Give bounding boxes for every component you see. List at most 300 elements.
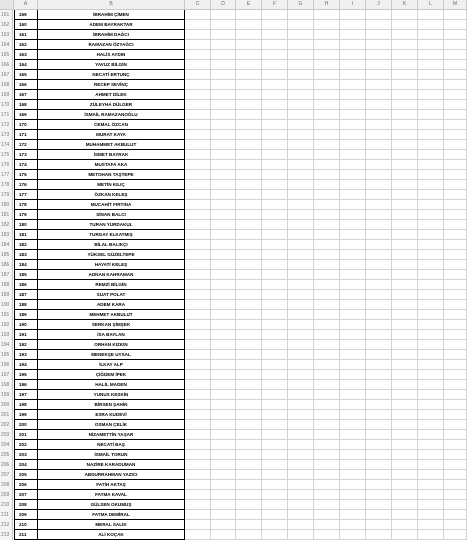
row-number[interactable]: 193 — [0, 330, 13, 340]
cell-full-name[interactable]: AHMET DİLEK — [38, 90, 185, 100]
column-header-i[interactable]: I — [340, 0, 366, 9]
empty-cell[interactable] — [418, 450, 444, 460]
empty-cell[interactable] — [185, 130, 211, 140]
empty-cell[interactable] — [340, 500, 366, 510]
empty-cell[interactable] — [288, 110, 314, 120]
empty-cell[interactable] — [288, 10, 314, 20]
empty-cell[interactable] — [444, 410, 467, 420]
empty-cell[interactable] — [185, 420, 211, 430]
empty-cell[interactable] — [288, 530, 314, 540]
empty-cell[interactable] — [392, 350, 418, 360]
empty-cell[interactable] — [314, 290, 340, 300]
empty-cell[interactable] — [366, 260, 392, 270]
empty-cell[interactable] — [340, 480, 366, 490]
empty-cell[interactable] — [392, 30, 418, 40]
empty-cell[interactable] — [340, 80, 366, 90]
empty-cell[interactable] — [314, 480, 340, 490]
cell-sequence-number[interactable]: 177 — [14, 190, 38, 200]
empty-cell[interactable] — [340, 340, 366, 350]
empty-cell[interactable] — [418, 70, 444, 80]
empty-cell[interactable] — [185, 300, 211, 310]
cell-full-name[interactable]: TURAN YURDAKUL — [38, 220, 185, 230]
empty-cell[interactable] — [444, 20, 467, 30]
empty-cell[interactable] — [185, 320, 211, 330]
row-number[interactable]: 192 — [0, 320, 13, 330]
empty-cell[interactable] — [262, 110, 288, 120]
empty-cell[interactable] — [211, 150, 236, 160]
empty-cell[interactable] — [366, 50, 392, 60]
empty-cell[interactable] — [340, 90, 366, 100]
empty-cell[interactable] — [211, 480, 236, 490]
cell-full-name[interactable]: İLKAY ALP — [38, 360, 185, 370]
empty-cell[interactable] — [418, 170, 444, 180]
empty-cell[interactable] — [211, 80, 236, 90]
empty-cell[interactable] — [340, 250, 366, 260]
cell-full-name[interactable]: ADEM BAYRAKTAR — [38, 20, 185, 30]
empty-cell[interactable] — [185, 70, 211, 80]
empty-cell[interactable] — [314, 350, 340, 360]
empty-cell[interactable] — [185, 520, 211, 530]
cell-sequence-number[interactable]: 170 — [14, 120, 38, 130]
empty-cell[interactable] — [444, 200, 467, 210]
empty-cell[interactable] — [444, 160, 467, 170]
cell-sequence-number[interactable]: 203 — [14, 450, 38, 460]
cell-full-name[interactable]: İSMET BAYRAK — [38, 150, 185, 160]
empty-cell[interactable] — [314, 300, 340, 310]
empty-cell[interactable] — [262, 190, 288, 200]
empty-cell[interactable] — [392, 440, 418, 450]
empty-cell[interactable] — [288, 120, 314, 130]
empty-cell[interactable] — [444, 510, 467, 520]
empty-cell[interactable] — [392, 370, 418, 380]
cell-full-name[interactable]: MERAL SALIK — [38, 520, 185, 530]
empty-cell[interactable] — [236, 410, 262, 420]
cell-sequence-number[interactable]: 178 — [14, 200, 38, 210]
empty-cell[interactable] — [418, 90, 444, 100]
empty-cell[interactable] — [236, 520, 262, 530]
cell-sequence-number[interactable]: 211 — [14, 530, 38, 540]
empty-cell[interactable] — [211, 520, 236, 530]
cell-full-name[interactable]: METOHAN TAŞTEPE — [38, 170, 185, 180]
empty-cell[interactable] — [262, 60, 288, 70]
empty-cell[interactable] — [314, 190, 340, 200]
cell-sequence-number[interactable]: 202 — [14, 440, 38, 450]
empty-cell[interactable] — [340, 470, 366, 480]
cell-sequence-number[interactable]: 168 — [14, 100, 38, 110]
empty-cell[interactable] — [185, 440, 211, 450]
empty-cell[interactable] — [314, 160, 340, 170]
empty-cell[interactable] — [366, 230, 392, 240]
empty-cell[interactable] — [185, 290, 211, 300]
empty-cell[interactable] — [392, 260, 418, 270]
row-number[interactable]: 208 — [0, 480, 13, 490]
empty-cell[interactable] — [262, 380, 288, 390]
column-header-a[interactable]: A — [14, 0, 38, 9]
empty-cell[interactable] — [185, 10, 211, 20]
row-number[interactable]: 210 — [0, 500, 13, 510]
empty-cell[interactable] — [418, 200, 444, 210]
empty-cell[interactable] — [185, 450, 211, 460]
empty-cell[interactable] — [288, 180, 314, 190]
empty-cell[interactable] — [288, 190, 314, 200]
empty-cell[interactable] — [236, 320, 262, 330]
empty-cell[interactable] — [340, 180, 366, 190]
empty-cell[interactable] — [211, 10, 236, 20]
row-number[interactable]: 168 — [0, 80, 13, 90]
empty-cell[interactable] — [185, 430, 211, 440]
empty-cell[interactable] — [340, 200, 366, 210]
empty-cell[interactable] — [262, 220, 288, 230]
cell-sequence-number[interactable]: 182 — [14, 240, 38, 250]
empty-cell[interactable] — [340, 20, 366, 30]
cell-sequence-number[interactable]: 179 — [14, 210, 38, 220]
row-number[interactable]: 165 — [0, 50, 13, 60]
empty-cell[interactable] — [211, 260, 236, 270]
empty-cell[interactable] — [444, 130, 467, 140]
empty-cell[interactable] — [340, 150, 366, 160]
empty-cell[interactable] — [444, 480, 467, 490]
cell-sequence-number[interactable]: 194 — [14, 360, 38, 370]
empty-cell[interactable] — [418, 230, 444, 240]
empty-cell[interactable] — [314, 520, 340, 530]
empty-cell[interactable] — [392, 330, 418, 340]
column-header-h[interactable]: H — [314, 0, 340, 9]
empty-cell[interactable] — [340, 120, 366, 130]
empty-cell[interactable] — [185, 220, 211, 230]
empty-cell[interactable] — [236, 460, 262, 470]
empty-cell[interactable] — [418, 530, 444, 540]
empty-cell[interactable] — [418, 510, 444, 520]
empty-cell[interactable] — [444, 430, 467, 440]
empty-cell[interactable] — [418, 220, 444, 230]
empty-cell[interactable] — [366, 40, 392, 50]
empty-cell[interactable] — [262, 330, 288, 340]
cell-full-name[interactable]: HAYATİ KELEŞ — [38, 260, 185, 270]
empty-cell[interactable] — [314, 370, 340, 380]
row-number[interactable]: 190 — [0, 300, 13, 310]
empty-cell[interactable] — [211, 140, 236, 150]
empty-cell[interactable] — [236, 260, 262, 270]
empty-cell[interactable] — [262, 460, 288, 470]
empty-cell[interactable] — [392, 50, 418, 60]
empty-cell[interactable] — [340, 530, 366, 540]
empty-cell[interactable] — [211, 160, 236, 170]
empty-cell[interactable] — [392, 40, 418, 50]
cell-full-name[interactable]: ZÜLEYHA DÜLGER — [38, 100, 185, 110]
empty-cell[interactable] — [314, 400, 340, 410]
empty-cell[interactable] — [314, 460, 340, 470]
row-number[interactable]: 181 — [0, 210, 13, 220]
empty-cell[interactable] — [392, 430, 418, 440]
empty-cell[interactable] — [262, 430, 288, 440]
empty-cell[interactable] — [288, 450, 314, 460]
row-number[interactable]: 162 — [0, 20, 13, 30]
empty-cell[interactable] — [236, 440, 262, 450]
empty-cell[interactable] — [185, 310, 211, 320]
empty-cell[interactable] — [418, 30, 444, 40]
row-number[interactable]: 183 — [0, 230, 13, 240]
empty-cell[interactable] — [366, 510, 392, 520]
empty-cell[interactable] — [366, 410, 392, 420]
empty-cell[interactable] — [211, 400, 236, 410]
empty-cell[interactable] — [211, 190, 236, 200]
cell-full-name[interactable]: FATMA KAVAL — [38, 490, 185, 500]
cell-full-name[interactable]: MURAT KAYA — [38, 130, 185, 140]
empty-cell[interactable] — [366, 480, 392, 490]
empty-cell[interactable] — [236, 370, 262, 380]
empty-cell[interactable] — [314, 470, 340, 480]
row-number[interactable]: 194 — [0, 340, 13, 350]
empty-cell[interactable] — [211, 270, 236, 280]
empty-cell[interactable] — [392, 520, 418, 530]
empty-cell[interactable] — [366, 270, 392, 280]
empty-cell[interactable] — [366, 290, 392, 300]
empty-cell[interactable] — [262, 530, 288, 540]
cell-full-name[interactable]: CEMAL ÖZCAN — [38, 120, 185, 130]
empty-cell[interactable] — [444, 80, 467, 90]
empty-cell[interactable] — [418, 480, 444, 490]
cell-full-name[interactable]: NİZAMETTİN YAŞAR — [38, 430, 185, 440]
empty-cell[interactable] — [262, 160, 288, 170]
empty-cell[interactable] — [288, 440, 314, 450]
cell-sequence-number[interactable]: 188 — [14, 300, 38, 310]
empty-cell[interactable] — [236, 50, 262, 60]
empty-cell[interactable] — [366, 160, 392, 170]
empty-cell[interactable] — [366, 400, 392, 410]
empty-cell[interactable] — [185, 460, 211, 470]
empty-cell[interactable] — [262, 170, 288, 180]
empty-cell[interactable] — [236, 20, 262, 30]
cell-sequence-number[interactable]: 169 — [14, 110, 38, 120]
empty-cell[interactable] — [366, 70, 392, 80]
empty-cell[interactable] — [288, 390, 314, 400]
empty-cell[interactable] — [185, 50, 211, 60]
empty-cell[interactable] — [444, 70, 467, 80]
empty-cell[interactable] — [444, 280, 467, 290]
cell-sequence-number[interactable]: 197 — [14, 390, 38, 400]
empty-cell[interactable] — [444, 110, 467, 120]
empty-cell[interactable] — [236, 210, 262, 220]
empty-cell[interactable] — [262, 260, 288, 270]
empty-cell[interactable] — [392, 400, 418, 410]
empty-cell[interactable] — [262, 280, 288, 290]
empty-cell[interactable] — [288, 360, 314, 370]
empty-cell[interactable] — [392, 480, 418, 490]
empty-cell[interactable] — [262, 200, 288, 210]
empty-cell[interactable] — [288, 430, 314, 440]
empty-cell[interactable] — [366, 170, 392, 180]
row-number[interactable]: 213 — [0, 530, 13, 540]
empty-cell[interactable] — [314, 450, 340, 460]
empty-cell[interactable] — [185, 120, 211, 130]
cell-full-name[interactable]: HALİL MADEN — [38, 380, 185, 390]
empty-cell[interactable] — [211, 420, 236, 430]
empty-cell[interactable] — [185, 20, 211, 30]
empty-cell[interactable] — [444, 240, 467, 250]
empty-cell[interactable] — [236, 250, 262, 260]
cell-full-name[interactable]: ALİ KOÇAK — [38, 530, 185, 540]
empty-cell[interactable] — [185, 140, 211, 150]
empty-cell[interactable] — [340, 490, 366, 500]
empty-cell[interactable] — [366, 130, 392, 140]
empty-cell[interactable] — [262, 490, 288, 500]
empty-cell[interactable] — [262, 50, 288, 60]
empty-cell[interactable] — [340, 160, 366, 170]
empty-cell[interactable] — [392, 280, 418, 290]
empty-cell[interactable] — [185, 30, 211, 40]
empty-cell[interactable] — [236, 110, 262, 120]
empty-cell[interactable] — [392, 230, 418, 240]
empty-cell[interactable] — [366, 190, 392, 200]
empty-cell[interactable] — [366, 390, 392, 400]
empty-cell[interactable] — [418, 20, 444, 30]
empty-cell[interactable] — [236, 170, 262, 180]
empty-cell[interactable] — [288, 100, 314, 110]
empty-cell[interactable] — [392, 220, 418, 230]
empty-cell[interactable] — [392, 510, 418, 520]
cell-full-name[interactable]: METİN KILIÇ — [38, 180, 185, 190]
empty-cell[interactable] — [366, 520, 392, 530]
empty-cell[interactable] — [366, 180, 392, 190]
empty-cell[interactable] — [262, 310, 288, 320]
cell-sequence-number[interactable]: 164 — [14, 60, 38, 70]
empty-cell[interactable] — [185, 90, 211, 100]
row-number[interactable]: 173 — [0, 130, 13, 140]
empty-cell[interactable] — [185, 160, 211, 170]
cell-sequence-number[interactable]: 183 — [14, 250, 38, 260]
empty-cell[interactable] — [366, 280, 392, 290]
empty-cell[interactable] — [211, 360, 236, 370]
cell-full-name[interactable]: ESRA KUDEVİ — [38, 410, 185, 420]
empty-cell[interactable] — [392, 380, 418, 390]
empty-cell[interactable] — [392, 80, 418, 90]
empty-cell[interactable] — [314, 60, 340, 70]
empty-cell[interactable] — [262, 290, 288, 300]
empty-cell[interactable] — [314, 360, 340, 370]
empty-cell[interactable] — [262, 390, 288, 400]
row-number[interactable]: 199 — [0, 390, 13, 400]
empty-cell[interactable] — [262, 360, 288, 370]
empty-cell[interactable] — [392, 420, 418, 430]
row-number[interactable]: 207 — [0, 470, 13, 480]
empty-cell[interactable] — [314, 140, 340, 150]
cell-full-name[interactable]: ORHAN KIZKIN — [38, 340, 185, 350]
empty-cell[interactable] — [392, 450, 418, 460]
empty-cell[interactable] — [340, 240, 366, 250]
empty-cell[interactable] — [392, 410, 418, 420]
row-number[interactable]: 197 — [0, 370, 13, 380]
cell-full-name[interactable]: GÜLSEN OKUMUŞ — [38, 500, 185, 510]
empty-cell[interactable] — [392, 340, 418, 350]
empty-cell[interactable] — [211, 530, 236, 540]
empty-cell[interactable] — [340, 400, 366, 410]
empty-cell[interactable] — [314, 260, 340, 270]
empty-cell[interactable] — [236, 330, 262, 340]
cell-full-name[interactable]: RECEP SEVİNÇ — [38, 80, 185, 90]
cell-sequence-number[interactable]: 176 — [14, 180, 38, 190]
cell-sequence-number[interactable]: 209 — [14, 510, 38, 520]
empty-cell[interactable] — [262, 320, 288, 330]
row-number[interactable]: 196 — [0, 360, 13, 370]
empty-cell[interactable] — [236, 420, 262, 430]
row-number[interactable]: 180 — [0, 200, 13, 210]
empty-cell[interactable] — [288, 300, 314, 310]
row-number[interactable]: 164 — [0, 40, 13, 50]
column-header-b[interactable]: B — [38, 0, 185, 9]
empty-cell[interactable] — [211, 130, 236, 140]
empty-cell[interactable] — [366, 340, 392, 350]
empty-cell[interactable] — [262, 340, 288, 350]
empty-cell[interactable] — [444, 260, 467, 270]
empty-cell[interactable] — [314, 70, 340, 80]
empty-cell[interactable] — [418, 440, 444, 450]
cell-sequence-number[interactable]: 175 — [14, 170, 38, 180]
empty-cell[interactable] — [340, 370, 366, 380]
empty-cell[interactable] — [366, 150, 392, 160]
empty-cell[interactable] — [236, 220, 262, 230]
empty-cell[interactable] — [366, 210, 392, 220]
empty-cell[interactable] — [262, 100, 288, 110]
cell-full-name[interactable]: TURGAY ELKATMIŞ — [38, 230, 185, 240]
column-header-l[interactable]: L — [418, 0, 444, 9]
cell-full-name[interactable]: MENEKŞE UYSAL — [38, 350, 185, 360]
empty-cell[interactable] — [314, 270, 340, 280]
empty-cell[interactable] — [392, 390, 418, 400]
empty-cell[interactable] — [185, 230, 211, 240]
row-number[interactable]: 187 — [0, 270, 13, 280]
empty-cell[interactable] — [211, 440, 236, 450]
empty-cell[interactable] — [444, 220, 467, 230]
empty-cell[interactable] — [288, 280, 314, 290]
empty-cell[interactable] — [418, 130, 444, 140]
empty-cell[interactable] — [185, 100, 211, 110]
empty-cell[interactable] — [392, 310, 418, 320]
empty-cell[interactable] — [211, 90, 236, 100]
cell-sequence-number[interactable]: 180 — [14, 220, 38, 230]
empty-cell[interactable] — [366, 10, 392, 20]
empty-cell[interactable] — [314, 280, 340, 290]
empty-cell[interactable] — [366, 530, 392, 540]
empty-cell[interactable] — [444, 170, 467, 180]
empty-cell[interactable] — [444, 300, 467, 310]
empty-cell[interactable] — [444, 150, 467, 160]
empty-cell[interactable] — [288, 160, 314, 170]
empty-cell[interactable] — [366, 300, 392, 310]
empty-cell[interactable] — [366, 140, 392, 150]
empty-cell[interactable] — [288, 220, 314, 230]
empty-cell[interactable] — [185, 390, 211, 400]
empty-cell[interactable] — [288, 200, 314, 210]
empty-cell[interactable] — [392, 10, 418, 20]
cell-sequence-number[interactable]: 185 — [14, 270, 38, 280]
row-number[interactable]: 170 — [0, 100, 13, 110]
empty-cell[interactable] — [288, 350, 314, 360]
empty-cell[interactable] — [236, 140, 262, 150]
empty-cell[interactable] — [366, 100, 392, 110]
empty-cell[interactable] — [185, 260, 211, 270]
cell-sequence-number[interactable]: 199 — [14, 410, 38, 420]
empty-cell[interactable] — [392, 320, 418, 330]
empty-cell[interactable] — [418, 260, 444, 270]
empty-cell[interactable] — [236, 70, 262, 80]
empty-cell[interactable] — [262, 500, 288, 510]
row-number[interactable]: 184 — [0, 240, 13, 250]
empty-cell[interactable] — [418, 460, 444, 470]
empty-cell[interactable] — [288, 80, 314, 90]
empty-cell[interactable] — [211, 350, 236, 360]
empty-cell[interactable] — [418, 340, 444, 350]
empty-cell[interactable] — [340, 50, 366, 60]
